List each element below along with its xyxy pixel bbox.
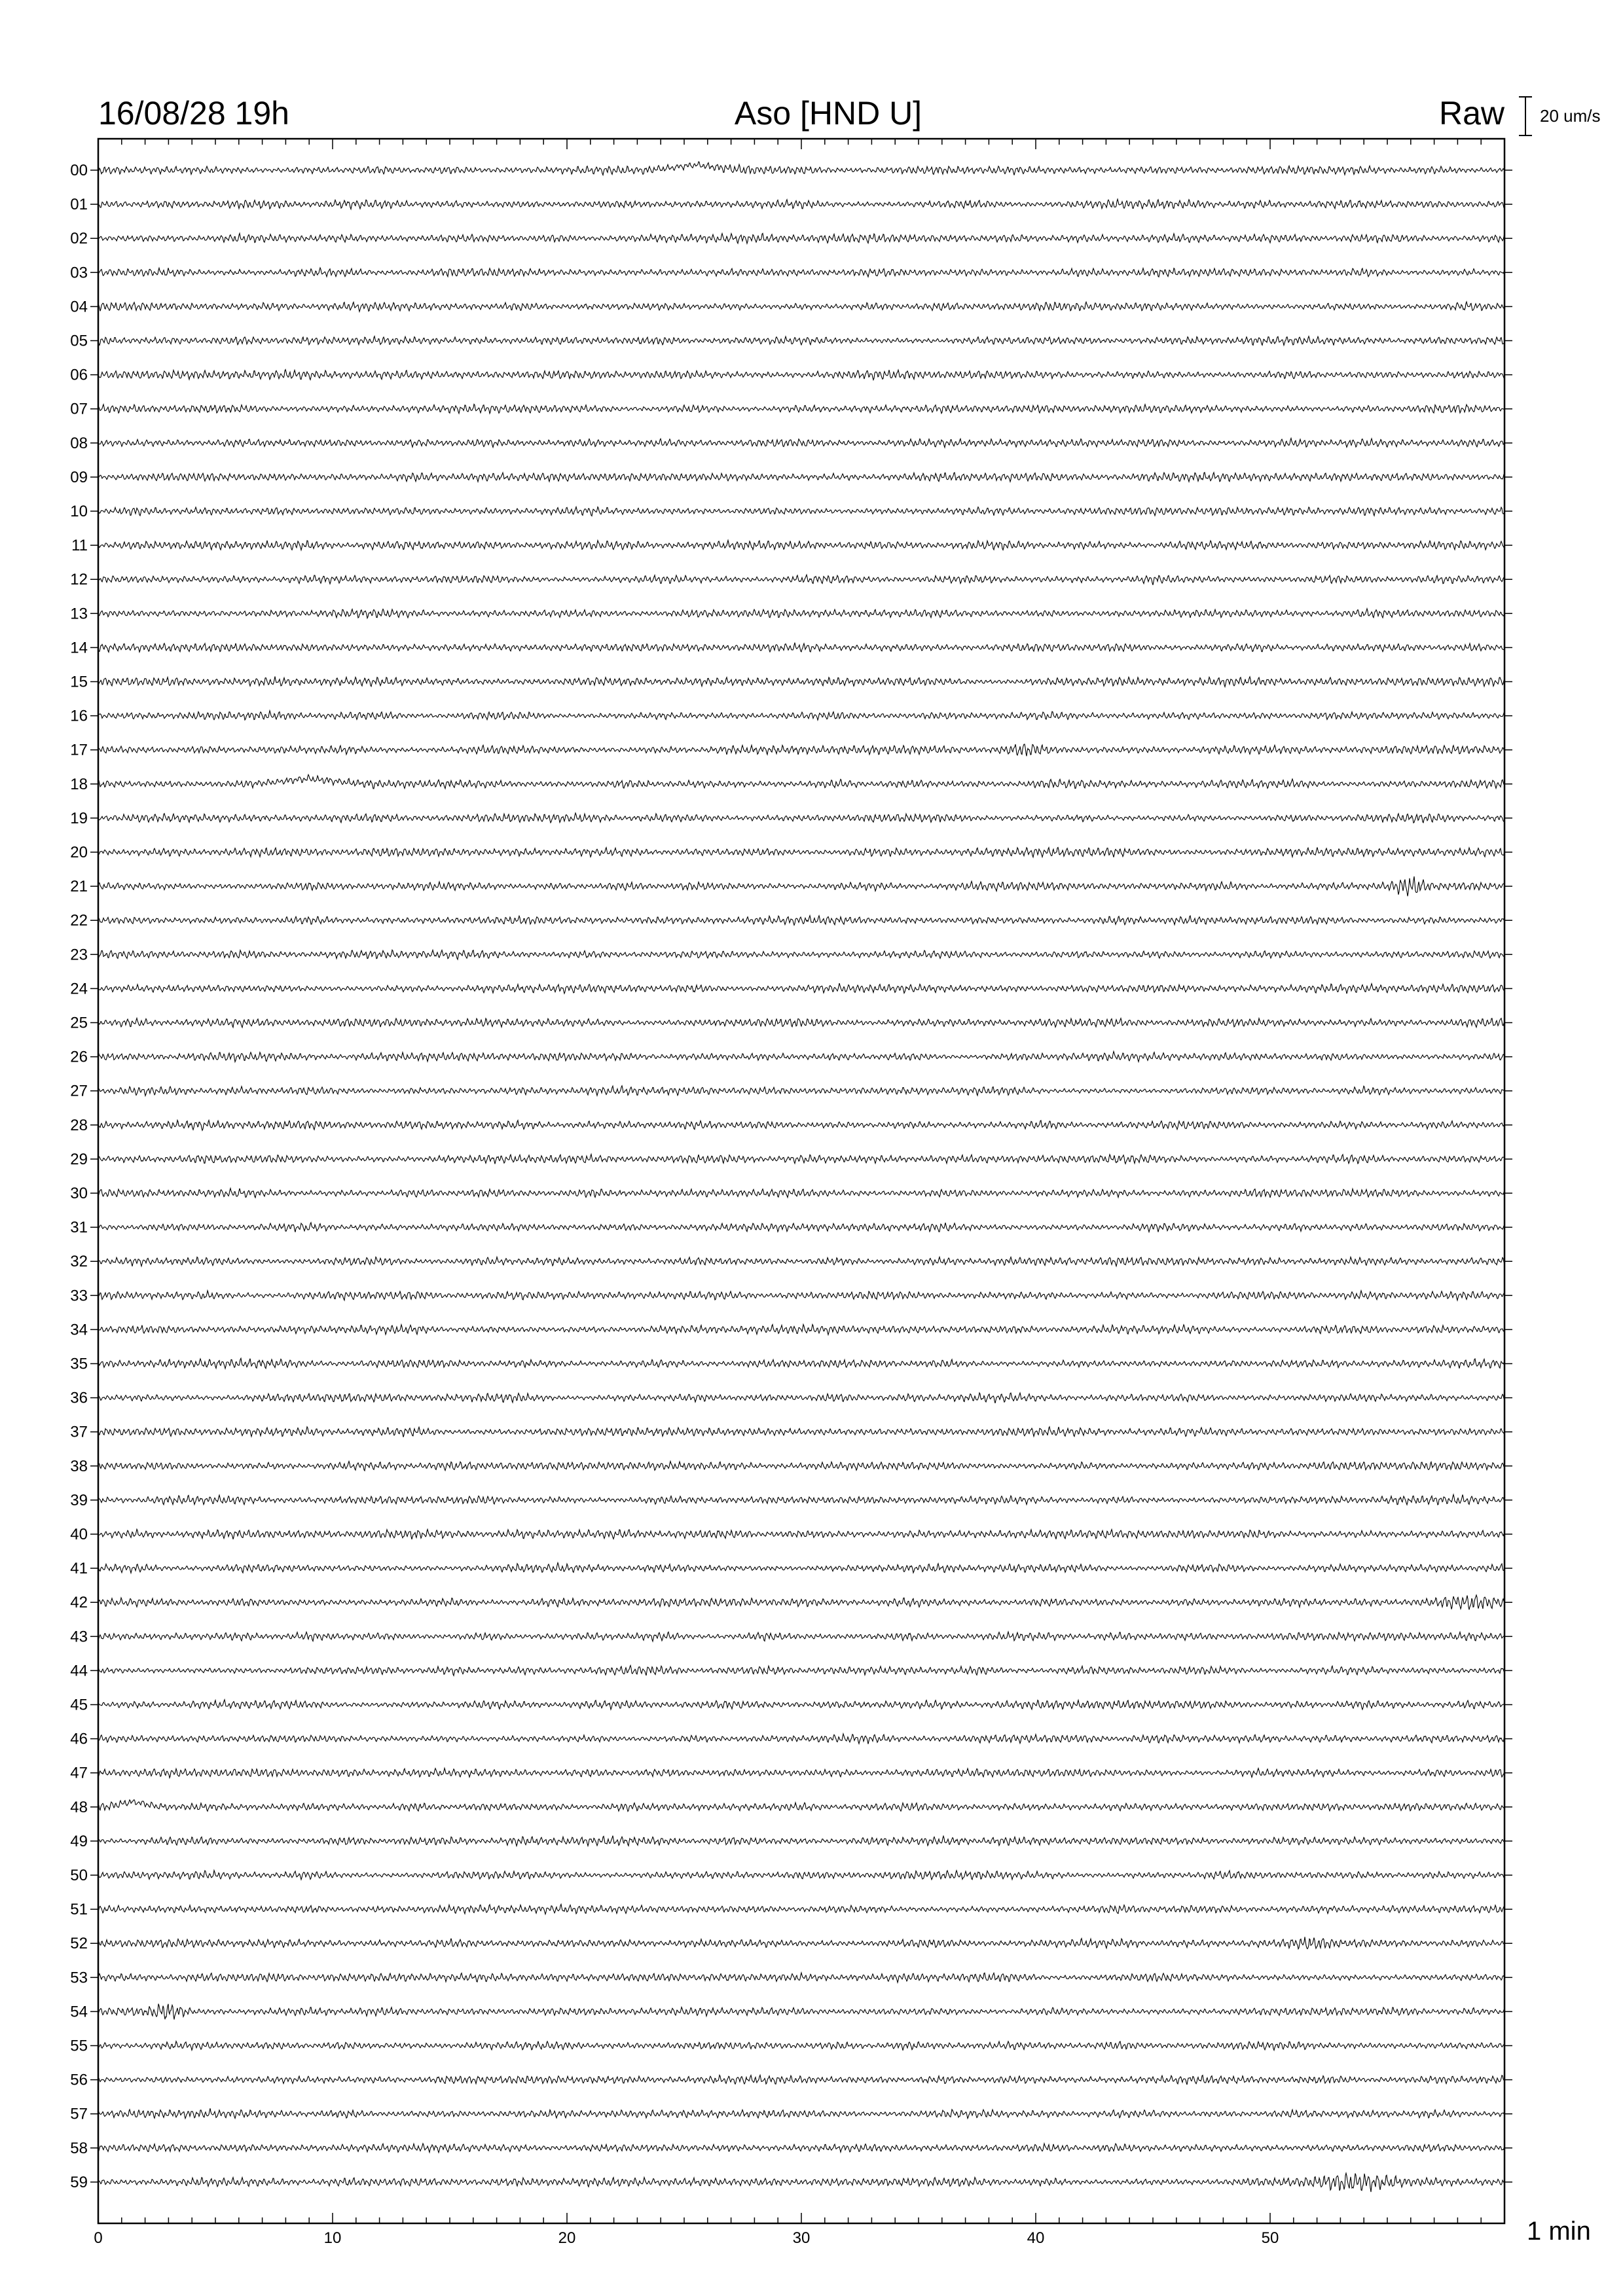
amplitude-scale-bar bbox=[1519, 97, 1532, 135]
trace-line bbox=[98, 2144, 1504, 2153]
row-label: 08 bbox=[70, 434, 88, 452]
row-label: 35 bbox=[70, 1355, 88, 1373]
trace-line bbox=[98, 983, 1504, 994]
row-label: 32 bbox=[70, 1253, 88, 1271]
trace-line bbox=[98, 2004, 1504, 2020]
row-label: 38 bbox=[70, 1457, 88, 1475]
row-label: 13 bbox=[70, 605, 88, 623]
trace-line bbox=[98, 2173, 1504, 2192]
row-label: 14 bbox=[70, 639, 88, 657]
trace-line bbox=[98, 1291, 1504, 1300]
trace-line bbox=[98, 1530, 1504, 1539]
row-label: 45 bbox=[70, 1696, 88, 1714]
trace-line bbox=[98, 1937, 1504, 1948]
trace-line bbox=[98, 916, 1504, 925]
trace-line bbox=[98, 336, 1504, 346]
row-label: 51 bbox=[70, 1901, 88, 1919]
trace-rows bbox=[70, 162, 1512, 2192]
row-label: 03 bbox=[70, 264, 88, 282]
row-label: 58 bbox=[70, 2139, 88, 2157]
row-label: 31 bbox=[70, 1219, 88, 1237]
trace-line bbox=[98, 1700, 1504, 1710]
row-label: 47 bbox=[70, 1764, 88, 1782]
row-label: 49 bbox=[70, 1832, 88, 1850]
trace-line bbox=[98, 1800, 1504, 1812]
trace-line bbox=[98, 848, 1504, 857]
row-label: 18 bbox=[70, 775, 88, 793]
amplitude-scale-label: 20 um/s bbox=[1540, 106, 1601, 126]
row-label: 24 bbox=[70, 980, 88, 998]
trace-line bbox=[98, 268, 1504, 277]
row-label: 52 bbox=[70, 1935, 88, 1953]
date-hour-title: 16/08/28 19h bbox=[98, 95, 289, 132]
row-label: 53 bbox=[70, 1969, 88, 1987]
row-label: 06 bbox=[70, 366, 88, 384]
station-title: Aso [HND U] bbox=[734, 95, 922, 132]
trace-line bbox=[98, 775, 1504, 789]
trace-line bbox=[98, 473, 1504, 482]
trace-line bbox=[98, 643, 1504, 653]
row-label: 11 bbox=[71, 537, 88, 555]
x-axis-unit-label: 1 min bbox=[1527, 2217, 1591, 2246]
row-label: 09 bbox=[70, 468, 88, 486]
row-label: 57 bbox=[70, 2105, 88, 2123]
trace-line bbox=[98, 162, 1504, 175]
trace-line bbox=[98, 1836, 1504, 1846]
trace-line bbox=[98, 1768, 1504, 1778]
row-label: 22 bbox=[70, 912, 88, 930]
trace-line bbox=[98, 1973, 1504, 1982]
plot-frame bbox=[98, 139, 1504, 2223]
row-label: 23 bbox=[70, 946, 88, 964]
row-label: 28 bbox=[70, 1116, 88, 1134]
mode-label: Raw bbox=[1438, 95, 1504, 132]
row-label: 59 bbox=[70, 2173, 88, 2191]
trace-line bbox=[98, 1358, 1504, 1369]
trace-line bbox=[98, 609, 1504, 619]
trace-line bbox=[98, 1223, 1504, 1232]
trace-line bbox=[98, 370, 1504, 380]
row-label: 46 bbox=[70, 1730, 88, 1748]
row-label: 27 bbox=[70, 1082, 88, 1100]
row-label: 50 bbox=[70, 1867, 88, 1884]
trace-line bbox=[98, 1734, 1504, 1744]
trace-line bbox=[98, 1257, 1504, 1266]
row-label: 48 bbox=[70, 1798, 88, 1816]
row-label: 54 bbox=[70, 2003, 88, 2021]
trace-line bbox=[98, 1121, 1504, 1131]
trace-line bbox=[98, 1563, 1504, 1573]
row-label: 42 bbox=[70, 1594, 88, 1612]
row-label: 15 bbox=[70, 673, 88, 691]
trace-line bbox=[98, 302, 1504, 312]
trace-line bbox=[98, 2108, 1504, 2118]
row-label: 21 bbox=[70, 878, 88, 896]
row-label: 41 bbox=[70, 1560, 88, 1578]
row-label: 25 bbox=[70, 1014, 88, 1032]
row-label: 39 bbox=[70, 1491, 88, 1509]
row-label: 29 bbox=[70, 1150, 88, 1168]
trace-line bbox=[98, 1189, 1504, 1198]
x-tick-label: 0 bbox=[94, 2229, 103, 2247]
row-label: 10 bbox=[70, 503, 88, 520]
x-tick-label: 40 bbox=[1027, 2229, 1045, 2247]
trace-line bbox=[98, 1666, 1504, 1676]
trace-line bbox=[98, 541, 1504, 550]
trace-line bbox=[98, 575, 1504, 585]
row-label: 01 bbox=[70, 196, 88, 214]
row-label: 56 bbox=[70, 2071, 88, 2089]
row-label: 04 bbox=[70, 298, 88, 316]
trace-line bbox=[98, 876, 1504, 896]
trace-line bbox=[98, 1018, 1504, 1028]
row-label: 43 bbox=[70, 1628, 88, 1646]
row-label: 19 bbox=[70, 809, 88, 827]
trace-line bbox=[98, 507, 1504, 516]
row-label: 17 bbox=[70, 741, 88, 759]
trace-line bbox=[98, 1462, 1504, 1471]
trace-line bbox=[98, 677, 1504, 687]
trace-line bbox=[98, 1427, 1504, 1437]
row-label: 30 bbox=[70, 1185, 88, 1202]
x-tick-label: 30 bbox=[792, 2229, 811, 2247]
trace-line bbox=[98, 744, 1504, 756]
trace-line bbox=[98, 2075, 1504, 2085]
row-label: 36 bbox=[70, 1389, 88, 1407]
trace-line bbox=[98, 1051, 1504, 1062]
trace-line bbox=[98, 2041, 1504, 2051]
x-tick-label: 20 bbox=[558, 2229, 576, 2247]
x-tick-label: 50 bbox=[1261, 2229, 1279, 2247]
row-label: 34 bbox=[70, 1321, 88, 1339]
trace-line bbox=[98, 199, 1504, 209]
trace-line bbox=[98, 1495, 1504, 1505]
trace-line bbox=[98, 1155, 1504, 1164]
row-label: 33 bbox=[70, 1287, 88, 1305]
row-label: 20 bbox=[70, 844, 88, 861]
row-label: 40 bbox=[70, 1526, 88, 1543]
row-label: 12 bbox=[70, 571, 88, 589]
trace-line bbox=[98, 950, 1504, 960]
trace-line bbox=[98, 1632, 1504, 1641]
trace-line bbox=[98, 1325, 1504, 1335]
row-label: 07 bbox=[70, 400, 88, 418]
row-label: 05 bbox=[70, 332, 88, 350]
trace-line bbox=[98, 439, 1504, 448]
trace-line bbox=[98, 1393, 1504, 1403]
row-label: 44 bbox=[70, 1662, 88, 1680]
x-tick-label: 10 bbox=[323, 2229, 342, 2247]
row-label: 00 bbox=[70, 162, 88, 179]
trace-line bbox=[98, 1595, 1504, 1609]
trace-line bbox=[98, 1086, 1504, 1096]
trace-line bbox=[98, 711, 1504, 720]
trace-line bbox=[98, 233, 1504, 243]
row-label: 26 bbox=[70, 1048, 88, 1066]
row-label: 16 bbox=[70, 707, 88, 725]
trace-line bbox=[98, 404, 1504, 414]
row-label: 55 bbox=[70, 2037, 88, 2055]
trace-line bbox=[98, 813, 1504, 823]
row-label: 37 bbox=[70, 1423, 88, 1441]
trace-line bbox=[98, 1871, 1504, 1880]
row-label: 02 bbox=[70, 230, 88, 248]
trace-line bbox=[98, 1904, 1504, 1914]
